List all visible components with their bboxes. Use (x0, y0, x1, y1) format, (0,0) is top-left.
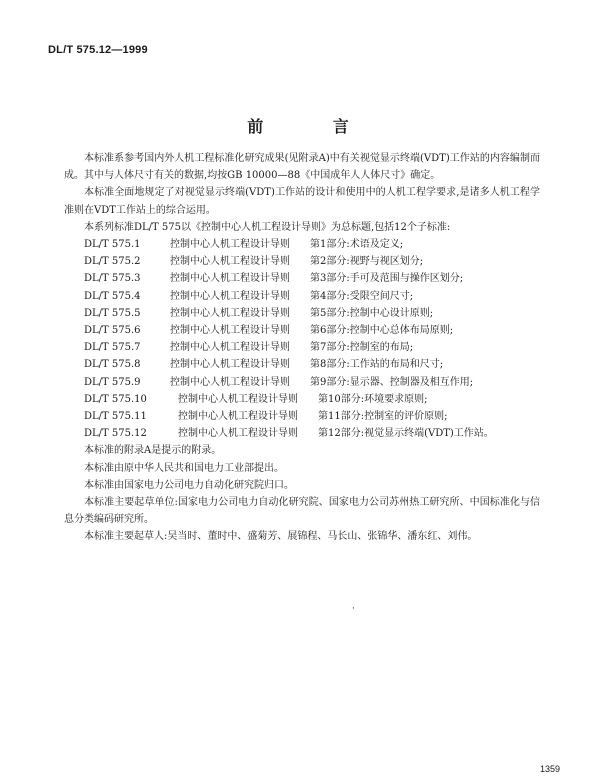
list-item (64, 322, 540, 339)
paragraph: 本标准全面地规定了对视觉显示终端(VDT)工作站的设计和使用中的人机工程学要求,是诸多人机工程学准则在VDT工作站上的综合运用。 (64, 187, 540, 216)
standard-code: DL/T 575.7 (84, 342, 141, 354)
paragraph: 本标准主要起草人:吴当时、董时中、盛菊芳、展锦程、马长山、张锦华、潘东红、刘伟。 (84, 531, 478, 543)
standard-part: 第9部分:显示器、控制器及相互作用; (310, 376, 474, 388)
stray-mark: · (352, 604, 355, 614)
standard-code: DL/T 575.3 (84, 273, 141, 285)
standard-code: DL/T 575.5 (84, 307, 141, 319)
standard-code: DL/T 575.10 (84, 393, 147, 405)
standard-name: 控制中心人机工程设计导则 (170, 256, 290, 268)
standard-part: 第11部分:控制室的评价原则; (318, 411, 448, 423)
standard-code: DL/T 575.2 (84, 256, 141, 268)
foreword-body (64, 150, 540, 546)
list-item (64, 408, 540, 425)
standard-code: DL/T 575.1 (84, 239, 141, 251)
paragraph: 本标准由国家电力公司电力自动化研究院归口。 (84, 479, 294, 491)
list-item (64, 356, 540, 373)
standard-name: 控制中心人机工程设计导则 (178, 393, 298, 405)
standard-part: 第8部分:工作站的布局和尺寸; (310, 359, 444, 371)
standard-code: DL/T 575.6 (84, 325, 141, 337)
paragraph: 本标准由原中华人民共和国电力工业部提出。 (84, 462, 284, 474)
standard-name: 控制中心人机工程设计导则 (170, 239, 290, 251)
page-number: 1359 (539, 764, 560, 774)
series-list (64, 236, 540, 442)
standard-part: 第7部分:控制室的布局; (310, 342, 414, 354)
paragraph: 本标准系参考国内外人机工程标准化研究成果(见附录A)中有关视觉显示终端(VDT)工作站的内容编制而成。其中与人体尺寸有关的数据,均按GB 10000—88《中国成年人人体尺寸》确定。 (64, 153, 540, 182)
standard-part: 第5部分:控制中心设计原则; (310, 307, 434, 319)
paragraph: 本系列标准DL/T 575以《控制中心人机工程设计导则》为总标题,包括12个子标准: (84, 221, 451, 233)
paragraph: 本标准的附录A是提示的附录。 (84, 445, 222, 457)
list-item (64, 339, 540, 356)
list-item (64, 374, 540, 391)
page-title: 前 言 (247, 117, 381, 136)
list-item (64, 425, 540, 442)
standard-part: 第12部分:视觉显示终端(VDT)工作站。 (318, 428, 494, 440)
list-item (64, 391, 540, 408)
standard-name: 控制中心人机工程设计导则 (170, 342, 290, 354)
paragraph: 本标准主要起草单位:国家电力公司电力自动化研究院、国家电力公司苏州热工研究所、中国标准化与信息分类编码研究所。 (64, 497, 540, 526)
standard-code: DL/T 575.4 (84, 290, 141, 302)
standard-part: 第6部分:控制中心总体布局原则; (310, 325, 454, 337)
standard-name: 控制中心人机工程设计导则 (170, 376, 290, 388)
standard-part: 第4部分:受限空间尺寸; (310, 290, 414, 302)
standard-name: 控制中心人机工程设计导则 (170, 290, 290, 302)
standard-part: 第1部分:术语及定义; (310, 239, 404, 251)
standard-code: DL/T 575.11 (84, 411, 147, 423)
standard-part: 第2部分:视野与视区划分; (310, 256, 424, 268)
standard-name: 控制中心人机工程设计导则 (170, 273, 290, 285)
list-item (64, 305, 540, 322)
standard-code: DL/T 575.9 (84, 376, 141, 388)
list-item (64, 236, 540, 253)
standard-name: 控制中心人机工程设计导则 (170, 359, 290, 371)
standard-code: DL/T 575.8 (84, 359, 141, 371)
document-number-header: DL/T 575.12—1999 (48, 44, 148, 56)
list-item (64, 253, 540, 270)
standard-part: 第10部分:环境要求原则; (318, 393, 428, 405)
standard-code: DL/T 575.12 (84, 428, 147, 440)
standard-name: 控制中心人机工程设计导则 (170, 325, 290, 337)
standard-name: 控制中心人机工程设计导则 (170, 307, 290, 319)
standard-part: 第3部分:手可及范围与操作区划分; (310, 273, 464, 285)
standard-name: 控制中心人机工程设计导则 (178, 411, 298, 423)
list-item (64, 288, 540, 305)
list-item (64, 270, 540, 287)
standard-name: 控制中心人机工程设计导则 (178, 428, 298, 440)
